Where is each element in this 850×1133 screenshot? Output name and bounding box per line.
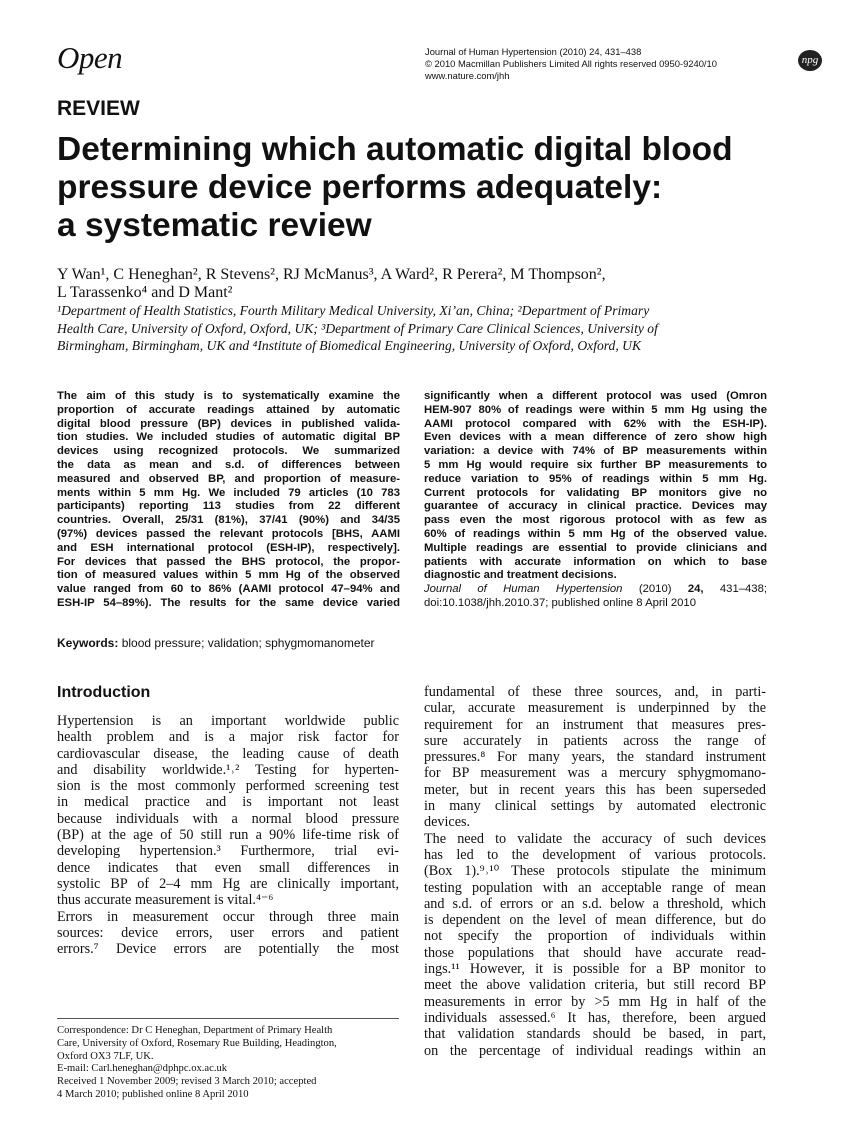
footnote-line: 4 March 2010; published online 8 April 2010	[57, 1088, 249, 1100]
footnote-divider	[57, 1018, 399, 1019]
citation-line	[424, 583, 767, 597]
abstract-line: reduce variation to 95% of readings within 5 mm Hg.	[424, 472, 767, 485]
abstract-line: AAMI protocol compared with 62% with the ESH-IP).	[424, 417, 767, 430]
footnote-line: Oxford OX3 7LF, UK.	[57, 1050, 154, 1062]
title-line: pressure device performs adequately:	[57, 169, 663, 206]
author-line: Y Wan¹, C Heneghan², R Stevens², RJ McManus³, A Ward², R Perera², M Thompson²,	[57, 266, 606, 283]
body-line: not specify the proportion of individuals within	[424, 928, 766, 945]
body-line: individuals assessed.⁶ It has, therefore, been argued	[424, 1009, 766, 1026]
abstract-line: patients with accurate information on which to base	[424, 555, 767, 568]
copyright-line: © 2010 Macmillan Publishers Limited All rights reserved 0950-9240/10	[425, 58, 717, 69]
abstract-line: devices using recognized protocols. We summarized	[57, 445, 400, 458]
abstract-line: tion studies. We included studies of automatic digital BP	[57, 431, 400, 444]
abstract-line: ESH-IP 54–89%). The results for the same device varied	[57, 596, 400, 609]
abstract-line: 60% of readings within 5 mm Hg of the observed value.	[424, 527, 767, 540]
abstract-right-column	[424, 390, 767, 611]
introduction-left-column	[57, 713, 399, 957]
abstract-line: guarantee of accuracy in clinical practice. Devices may	[424, 500, 767, 513]
body-line: systolic BP of 2–4 mm Hg are clinically important,	[57, 875, 399, 892]
footnote-line: Correspondence: Dr C Heneghan, Department of Primary Health	[57, 1025, 333, 1036]
author-line: L Tarassenko⁴ and D Mant²	[57, 283, 233, 301]
abstract-line: The aim of this study is to systematically examine the	[57, 390, 400, 402]
affiliations	[57, 302, 787, 355]
body-line: and disability worldwide.¹˒² Testing for hyperten-	[57, 761, 399, 778]
body-line: those populations that should have accurate read-	[424, 944, 766, 961]
keywords-label: Keywords:	[57, 636, 119, 650]
journal-citation-line: Journal of Human Hypertension (2010) 24, 431–438	[425, 46, 642, 57]
body-line: meter, but in recent years this has been superseded	[424, 781, 766, 798]
body-line: developing hypertension.³ Furthermore, trial evi-	[57, 843, 399, 860]
abstract-line: 5 mm Hg would require six further BP measurements to	[424, 458, 767, 471]
open-access-logo: Open	[57, 40, 123, 75]
body-line: sources: device errors, user errors and patient	[57, 924, 399, 941]
abstract-line: Multiple readings are essential to provide clinicians and	[424, 541, 767, 554]
body-line: in many clinical settings by automated electronic	[424, 798, 766, 815]
citation-pages: 431–438;	[719, 583, 768, 596]
body-line: sion is the most commonly performed screening test	[57, 778, 399, 795]
journal-info	[425, 46, 717, 82]
abstract-line: and ESH international protocol (ESH-IP), respectively].	[57, 541, 400, 554]
abstract-line: ments within 5 mm Hg. We included 79 articles (10 783	[57, 486, 400, 499]
abstract-line: diagnostic and treatment decisions.	[424, 569, 617, 582]
section-label: REVIEW	[57, 97, 140, 120]
title-line: a systematic review	[57, 207, 372, 244]
body-line: because individuals with a normal blood pressure	[57, 810, 399, 827]
abstract-line: pass even the most rigorous protocol with as few as	[424, 514, 767, 527]
introduction-right-column	[424, 684, 766, 1059]
abstract-line: HEM-907 80% of readings were within 5 mm Hg using the	[424, 403, 767, 416]
abstract-line: measured and observed BP, and proportion of measure-	[57, 472, 400, 485]
citation	[424, 583, 767, 611]
npg-logo-icon: npg	[798, 50, 822, 71]
body-line: cardiovascular disease, the leading cause of death	[57, 745, 399, 762]
body-line: Hypertension is an important worldwide public	[57, 713, 399, 729]
body-line: testing population with an acceptable range of mean	[424, 879, 766, 896]
body-line: fundamental of these three sources, and, in parti-	[424, 684, 766, 700]
abstract-line: Even devices with a mean difference of zero show high	[424, 431, 767, 444]
abstract-line: variation: a device with 74% of BP measurements within	[424, 445, 767, 458]
keywords-value: blood pressure; validation; sphygmomanometer	[121, 636, 375, 650]
keywords	[57, 636, 375, 650]
body-line: that validation standards should be based, in part,	[424, 1026, 766, 1043]
body-line: (Box 1).⁹˒¹⁰ These protocols stipulate the minimum	[424, 863, 766, 880]
abstract-line: (97%) devices passed the relevant protocols [BHS, AAMI	[57, 527, 400, 540]
body-line: (BP) at the age of 50 still run a 90% life-time risk of	[57, 827, 399, 844]
affiliation-line: Health Care, University of Oxford, Oxford, UK; ³Department of Primary Care Clinical Sciences, University of	[57, 320, 658, 336]
citation-volume: 24,	[687, 583, 704, 596]
body-line: measurements in error by >5 mm Hg in half of the	[424, 993, 766, 1010]
abstract-line: significantly when a different protocol was used (Omron	[424, 390, 767, 402]
affiliation-line: ¹Department of Health Statistics, Fourth Military Medical University, Xi’an, China; ²Department of Primary	[57, 303, 650, 318]
footnote-line: Received 1 November 2009; revised 3 March 2010; accepted	[57, 1076, 317, 1088]
body-line: on the percentage of individual readings within an	[424, 1042, 766, 1059]
body-line: ings.¹¹ However, it is possible for a BP monitor to	[424, 961, 766, 978]
body-line: thus accurate measurement is vital.⁴⁻⁶	[57, 892, 274, 909]
body-line: devices.	[424, 814, 471, 831]
body-line: meet the above validation criteria, but still record BP	[424, 977, 766, 994]
body-line: is dependent on the level of mean difference, but do	[424, 912, 766, 929]
body-line: for BP measurement was a mercury sphygmomano-	[424, 765, 766, 782]
body-line: The need to validate the accuracy of such devices	[424, 830, 766, 847]
body-line: dence indicates that even small differences in	[57, 859, 399, 876]
abstract-left-column	[57, 390, 400, 611]
abstract-line: countries. Overall, 25/31 (81%), 37/41 (90%) and 34/35	[57, 514, 400, 527]
body-line: errors.⁷ Device errors are potentially the most	[57, 941, 399, 958]
correspondence-footnote	[57, 1025, 399, 1102]
abstract-line: Current protocols for validating BP monitors give no	[424, 486, 767, 499]
body-line: sure accurately in patients across the range of	[424, 732, 766, 749]
body-line: in medical practice and is important not least	[57, 794, 399, 811]
journal-url-link[interactable]: www.nature.com/jhh	[425, 70, 510, 81]
abstract-line: tion of measured values within 5 mm Hg of the observed	[57, 569, 400, 582]
body-line: cular, accurate measurement is underpinned by the	[424, 700, 766, 717]
citation-year: (2010)	[638, 583, 672, 596]
abstract-line: participants) reporting 113 studies from 22 different	[57, 500, 400, 513]
abstract-line: proportion of accurate readings attained by automatic	[57, 403, 400, 416]
citation-journal: Journal of Human Hypertension	[424, 583, 623, 596]
email-link[interactable]: E-mail: Carl.heneghan@dphpc.ox.ac.uk	[57, 1063, 228, 1075]
affiliation-line: Birmingham, Birmingham, UK and ⁴Institute of Biomedical Engineering, University of Oxford, Oxford, UK	[57, 338, 642, 353]
body-line: has led to the development of various protocols.	[424, 846, 766, 863]
citation-doi[interactable]: doi:10.1038/jhh.2010.37; published online 8 April 2010	[424, 596, 696, 609]
footnote-line: Care, University of Oxford, Rosemary Rue Building, Headington,	[57, 1037, 337, 1049]
abstract-line: For devices that passed the BHS protocol, the propor-	[57, 555, 400, 568]
introduction-heading: Introduction	[57, 684, 151, 701]
body-line: requirement for an instrument that measures pres-	[424, 716, 766, 733]
author-list	[57, 266, 787, 301]
body-line: and s.d. of errors or an s.d. below a threshold, which	[424, 895, 766, 912]
abstract-line: value ranged from 60 to 86% (AAMI protocol 47–94% and	[57, 583, 400, 596]
abstract-line: the data as mean and s.d. of differences between	[57, 458, 400, 471]
title-line: Determining which automatic digital blood	[57, 131, 733, 168]
abstract-line: digital blood pressure (BP) devices in published valida-	[57, 417, 400, 430]
body-line: health problem and is a major risk factor for	[57, 729, 399, 746]
article-title	[57, 131, 817, 245]
body-line: Errors in measurement occur through three main	[57, 908, 399, 925]
body-line: pressures.⁸ For many years, the standard instrument	[424, 749, 766, 766]
